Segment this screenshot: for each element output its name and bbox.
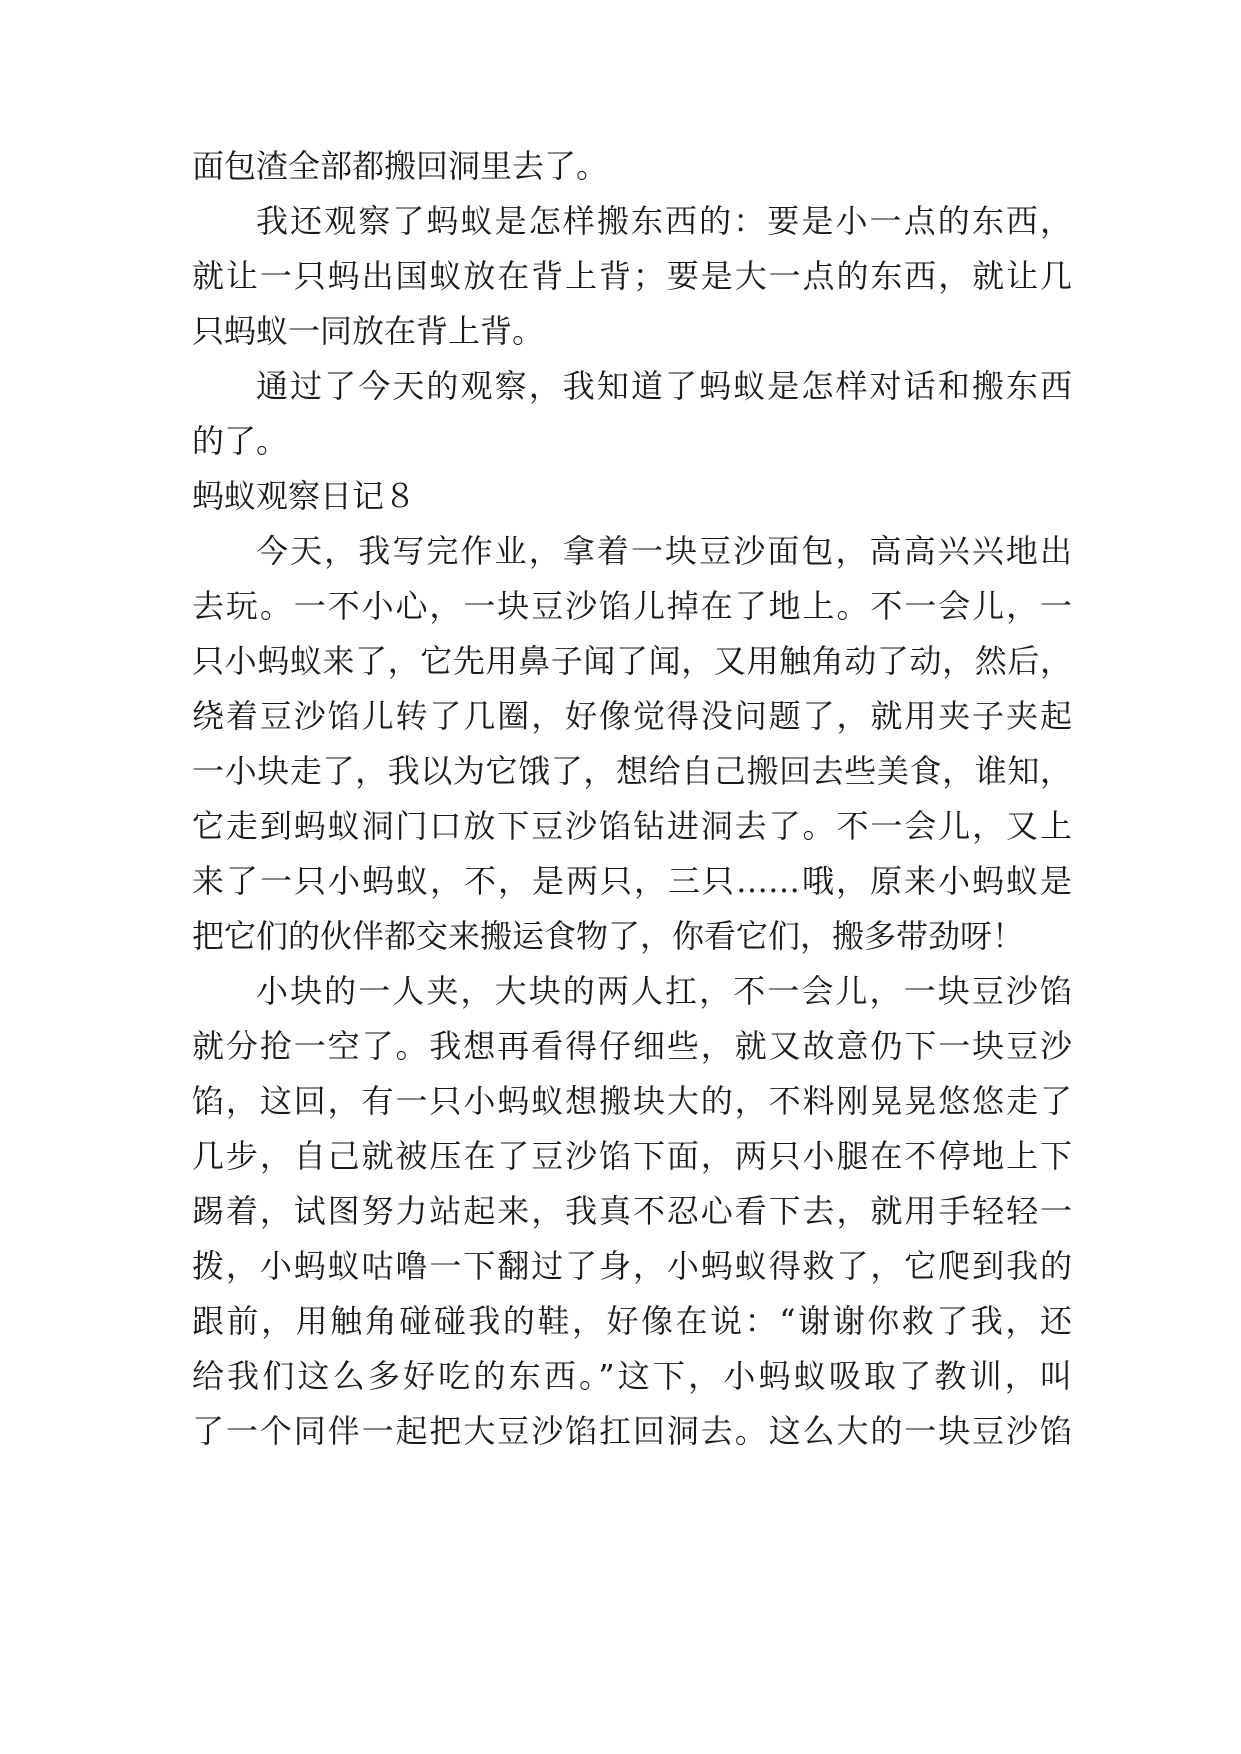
- text-line: 拨，小蚂蚁咕噜一下翻过了身，小蚂蚁得救了，它爬到我的: [192, 1247, 1072, 1285]
- text-line: 今天，我写完作业，拿着一块豆沙面包，高高兴兴地出: [256, 532, 1072, 570]
- text-line: 只小蚂蚁来了，它先用鼻子闻了闻，又用触角动了动，然后，: [192, 642, 1072, 680]
- text-line: 它走到蚂蚁洞门口放下豆沙馅钻进洞去了。不一会儿，又上: [192, 807, 1072, 845]
- text-line: 一小块走了，我以为它饿了，想给自己搬回去些美食，谁知，: [192, 752, 1072, 790]
- text-line: 就让一只蚂出国蚁放在背上背；要是大一点的东西，就让几: [192, 257, 1072, 295]
- text-line: 几步，自己就被压在了豆沙馅下面，两只小腿在不停地上下: [192, 1137, 1072, 1175]
- text-line: 小块的一人夹，大块的两人扛，不一会儿，一块豆沙馅: [256, 972, 1072, 1010]
- text-line: 去玩。一不小心，一块豆沙馅儿掉在了地上。不一会儿，一: [192, 587, 1072, 625]
- text-line: 我还观察了蚂蚁是怎样搬东西的：要是小一点的东西，: [256, 202, 1072, 240]
- text-line: 绕着豆沙馅儿转了几圈，好像觉得没问题了，就用夹子夹起: [192, 697, 1072, 735]
- text-line: 面包渣全部都搬回洞里去了。: [192, 147, 609, 185]
- text-line: 就分抢一空了。我想再看得仔细些，就又故意仍下一块豆沙: [192, 1027, 1072, 1065]
- text-line: 馅，这回，有一只小蚂蚁想搬块大的，不料刚晃晃悠悠走了: [192, 1082, 1072, 1120]
- text-line: 来了一只小蚂蚁，不，是两只，三只……哦，原来小蚂蚁是: [192, 862, 1072, 900]
- text-line: 通过了今天的观察，我知道了蚂蚁是怎样对话和搬东西: [256, 367, 1072, 405]
- text-line: 给我们这么多好吃的东西。”这下，小蚂蚁吸取了教训，叫: [192, 1357, 1072, 1395]
- text-line: 了一个同伴一起把大豆沙馅扛回洞去。这么大的一块豆沙馅: [192, 1412, 1072, 1450]
- text-line: 跟前，用触角碰碰我的鞋，好像在说：“谢谢你救了我，还: [192, 1302, 1072, 1340]
- text-line: 的了。: [192, 422, 289, 460]
- text-line: 踢着，试图努力站起来，我真不忍心看下去，就用手轻轻一: [192, 1192, 1072, 1230]
- section-heading: 蚂蚁观察日记８: [192, 477, 417, 515]
- text-line: 只蚂蚁一同放在背上背。: [192, 312, 545, 350]
- text-line: 把它们的伙伴都交来搬运食物了，你看它们，搬多带劲呀！: [192, 917, 1025, 955]
